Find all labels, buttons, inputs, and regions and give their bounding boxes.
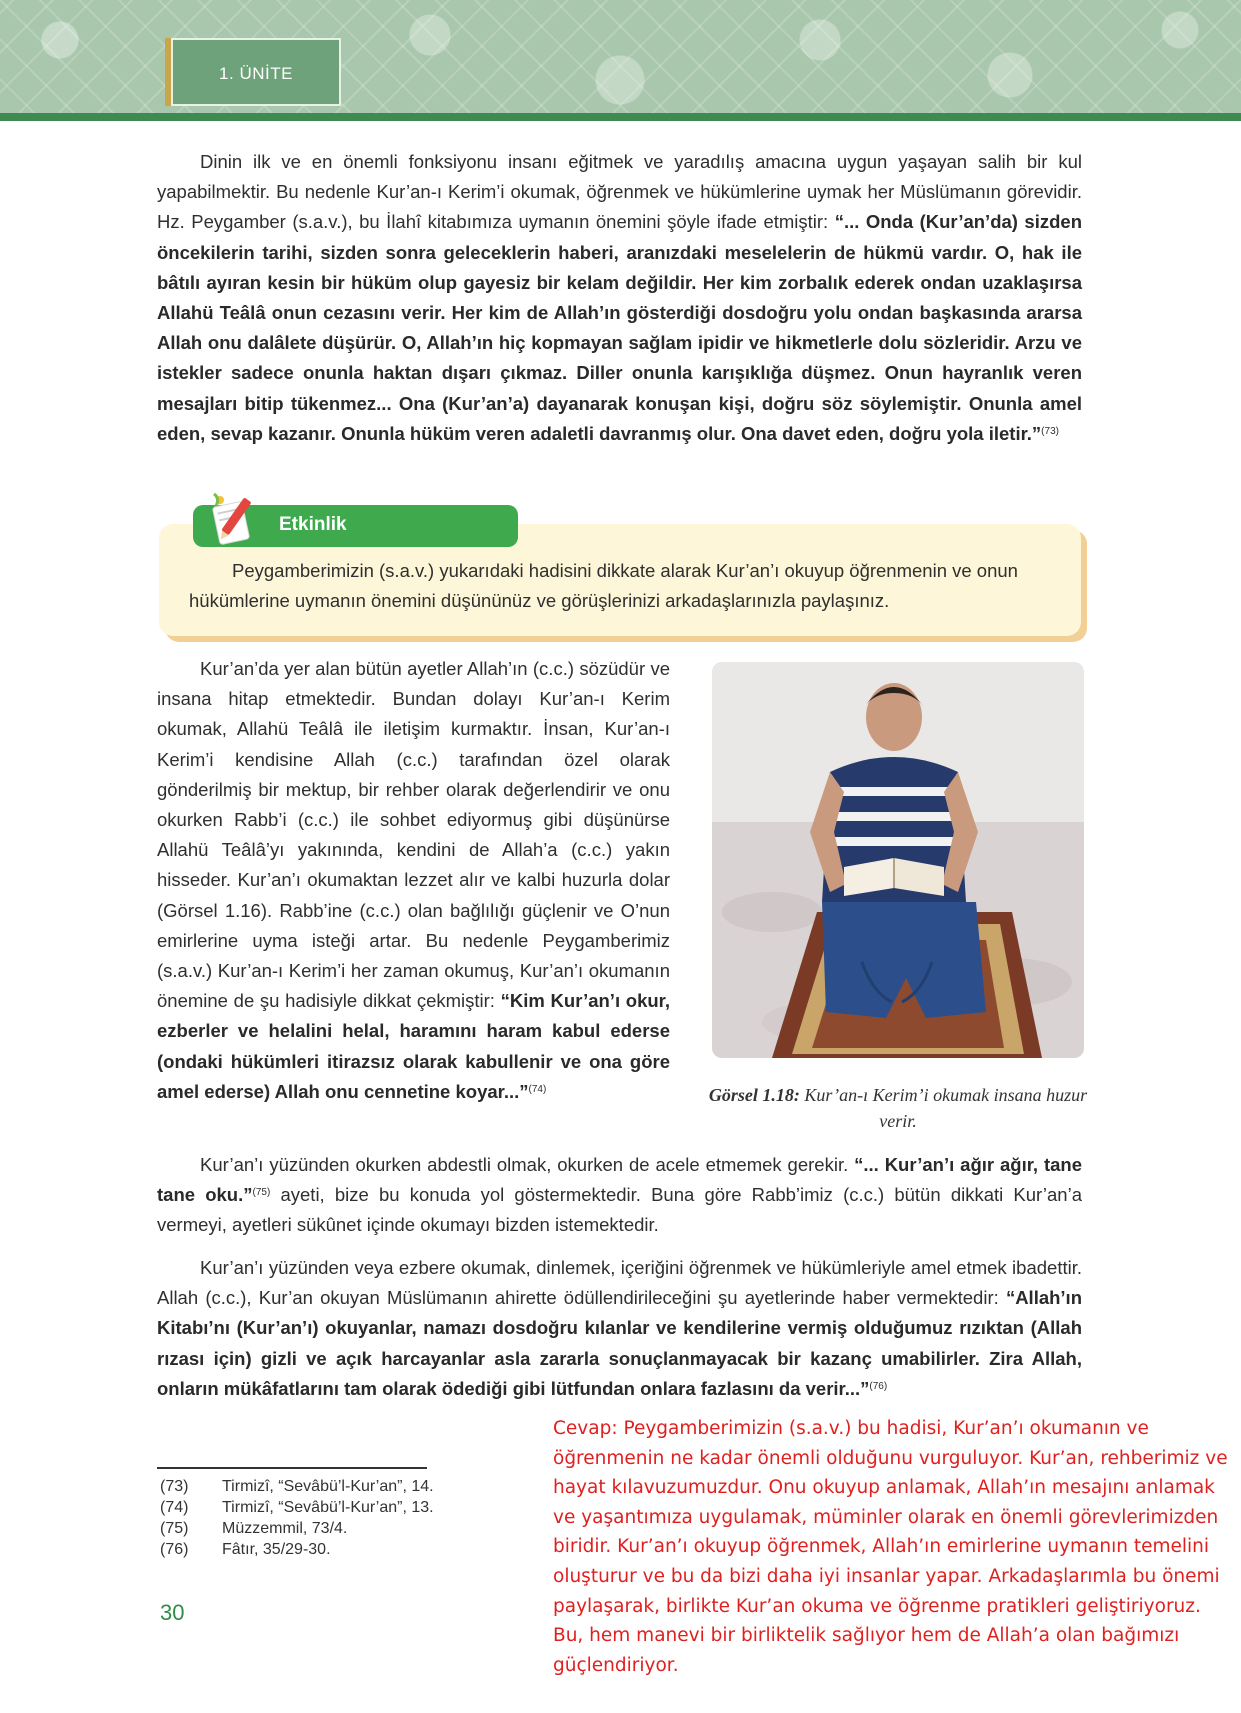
footnote-number: (73) — [160, 1478, 189, 1495]
footnote-ref-75[interactable]: (75) — [252, 1187, 271, 1199]
footnote-ref-73[interactable]: (73) — [1041, 425, 1059, 437]
pencil-paper-icon — [206, 490, 264, 548]
footnote-item — [160, 1497, 434, 1518]
footnote-item — [160, 1476, 434, 1497]
paragraph-2 — [157, 654, 670, 1107]
paragraph-1 — [157, 147, 1082, 449]
paragraph-3 — [157, 1150, 1082, 1241]
footnotes — [160, 1476, 434, 1560]
footnote-divider — [157, 1467, 427, 1469]
footnote-text: Tirmizî, “Sevâbü’l-Kur’an”, 13. — [222, 1499, 434, 1516]
page-number: 30 — [160, 1600, 185, 1625]
paragraph-2-text: Kur’an’da yer alan bütün ayetler Allah’ın (c.c.) sözüdür ve insana hitap etmektedir. Bundan dolayı Kur’an-ı Kerim okumak, Allahü Teâlâ ile iletişim kurmaktır. İnsan, Kur’an-ı Kerim’i kendisine Allah (c.c.) tarafından özel olarak gönderilmiş bir mektup, bir rehber olarak değerlendirir ve onu okurken Rabb’i (c.c.) ile sohbet ediyormuş gibi düşünürse Allahü Teâlâ’yı yakınında, kendini de Allah’a (c.c.) yakın hisseder. Kur’an’ı okumaktan lezzet alır ve kalbi huzurla dolar (Görsel 1.16). Rabb’ine (c.c.) olan bağlılığı güçlenir ve O’nun emirlerine uyma isteği artar. Bu nedenle Peygamberimiz (s.a.v.) Kur’an-ı Kerim’i her zaman okumuş, Kur’an’ı okumanın önemine de şu hadisiyle dikkat çekmiştir: — [157, 658, 670, 1012]
hadith-quote-1: “... Onda (Kur’an’da) sizden öncekilerin tarihi, sizden sonra geleceklerin haberi, aranızdaki meselelerin de hükmü vardır. O, hak ile bâtılı ayıran kesin bir hüküm olup gayesiz bir kelam değildir. Her kim zorbalık ederek ondan uzaklaşırsa Allahü Teâlâ onun cezasını verir. Her kim de Allah’ın gösterdiği dosdoğru yolu ondan başkasında ararsa Allah onu dalâlete düşürür. O, Allah’ın hiç kopmayan sağlam ipidir ve hikmetlerle dolu sözleridir. Arzu ve istekler sadece onunla haktan dışarı çıkmaz. Diller onunla karışıklığa düşmez. Onun hayranlık veren mesajları bitip tükenmez... Ona (Kur’an’a) dayanarak konuşan kişi, doğru söz söylemiştir. Onunla amel eden, sevap kazanır. Onunla hüküm veren adaletli davranmış olur. Ona davet eden, doğru yola iletir.” — [157, 211, 1082, 444]
paragraph-3-text-a: Kur’an’ı yüzünden okurken abdestli olmak, okurken de acele etmemek gerekir. — [200, 1154, 855, 1175]
paragraph-4-text: Kur’an’ı yüzünden veya ezbere okumak, dinlemek, içeriğini öğrenmek ve hükümleriyle amel etmek ibadettir. Allah (c.c.), Kur’an okuyan Müslümanın ahirette ödüllendirileceğini şu ayetlerinde haber vermektedir: — [157, 1257, 1082, 1309]
footnote-item — [160, 1539, 434, 1560]
photo-illustration — [712, 662, 1084, 1058]
paragraph-4 — [157, 1253, 1082, 1404]
footnote-text: Fâtır, 35/29-30. — [222, 1541, 331, 1558]
unit-label: 1. ÜNİTE — [219, 64, 293, 83]
footnote-ref-76[interactable]: (76) — [869, 1380, 888, 1392]
activity-title: Etkinlik — [279, 514, 347, 535]
footnote-text: Tirmizî, “Sevâbü’l-Kur’an”, 14. — [222, 1478, 434, 1495]
footnote-number: (74) — [160, 1499, 189, 1516]
footnote-number: (75) — [160, 1520, 189, 1537]
activity-instruction: Peygamberimizin (s.a.v.) yukarıdaki hadisini dikkate alarak Kur’an’ı okuyup öğrenmenin ve onun hükümlerine uymanın önemini düşününüz ve görüşlerinizi arkadaşlarınızla paylaşınız. — [189, 560, 1018, 611]
answer-text: Cevap: Peygamberimizin (s.a.v.) bu hadisi, Kur’an’ı okumanın ve öğrenmenin ne kadar önemli olduğunu vurguluyor. Kur’an, rehberimiz ve hayat kılavuzumuzdur. Onu okuyup anlamak, Allah’ın mesajını anlamak ve yaşantımıza uygulamak, müminler olarak en önemli görevlerimizden biridir. Kur’an’ı okuyup öğrenmek, Allah’ın emirlerine uymanın temelini oluşturur ve bu da bizi daha iyi insanlar yapar. Arkadaşlarımla bu önemi paylaşarak, birlikte Kur’an okuma ve öğrenme pratikleri geliştiriyoruz. Bu, hem manevi bir birliktelik sağlıyor hem de Allah’a olan bağımızı güçlendiriyor. — [553, 1418, 1228, 1676]
header-divider — [0, 113, 1241, 121]
verse-quote-2: “Allah’ın Kitabı’nı (Kur’an’ı) okuyanlar, namazı dosdoğru kılanlar ve kendilerine vermiş olduğumuz rızıktan (Allah rızası için) gizli ve açık harcayanlar asla zararla sonuçlanmayacak bir kazanç umabilirler. Zira Allah, onların mükâfatlarını tam olarak ödediği gibi lütfundan onlara fazlasını da verir...” — [157, 1287, 1082, 1399]
paragraph-3-text-b: ayeti, bize bu konuda yol göstermektedir. Buna göre Rabb’imiz (c.c.) bütün dikkati Kur’an’a vermeyi, ayetleri sükûnet içinde okumayı bizden istemektedir. — [157, 1184, 1082, 1236]
footnote-text: Müzzemmil, 73/4. — [222, 1520, 348, 1537]
footnote-ref-74[interactable]: (74) — [528, 1083, 547, 1095]
reading-quran-photo — [712, 662, 1084, 1058]
paragraph-1-text: Dinin ilk ve en önemli fonksiyonu insanı eğitmek ve yaradılış amacına uygun yaşayan salih bir kul yapabilmektir. Bu nedenle Kur’an-ı Kerim’i okumak, öğrenmek ve hükümlerine uymak her Müslümanın görevidir. Hz. Peygamber (s.a.v.), bu İlahî kitabımıza uymanın önemini şöyle ifade etmiştir: — [157, 151, 1082, 233]
figure-label: Görsel 1.18: — [708, 1085, 800, 1105]
activity-text — [189, 556, 1069, 616]
footnote-item — [160, 1518, 434, 1539]
footnote-number: (76) — [160, 1541, 189, 1558]
figure-caption-text: Kur’an-ı Kerim’i okumak insana huzur verir. — [804, 1085, 1088, 1131]
hadith-quote-2: “Kim Kur’an’ı okur, ezberler ve helalini helal, haramını haram kabul ederse (ondaki hükümleri itirazsız olarak kabullenir ve ona göre amel ederse) Allah onu cennetine koyar...” — [157, 990, 670, 1102]
figure-caption — [700, 1082, 1096, 1134]
unit-tab — [171, 38, 341, 106]
verse-quote-1: “... Kur’an’ı ağır ağır, tane tane oku.” — [157, 1154, 1082, 1206]
